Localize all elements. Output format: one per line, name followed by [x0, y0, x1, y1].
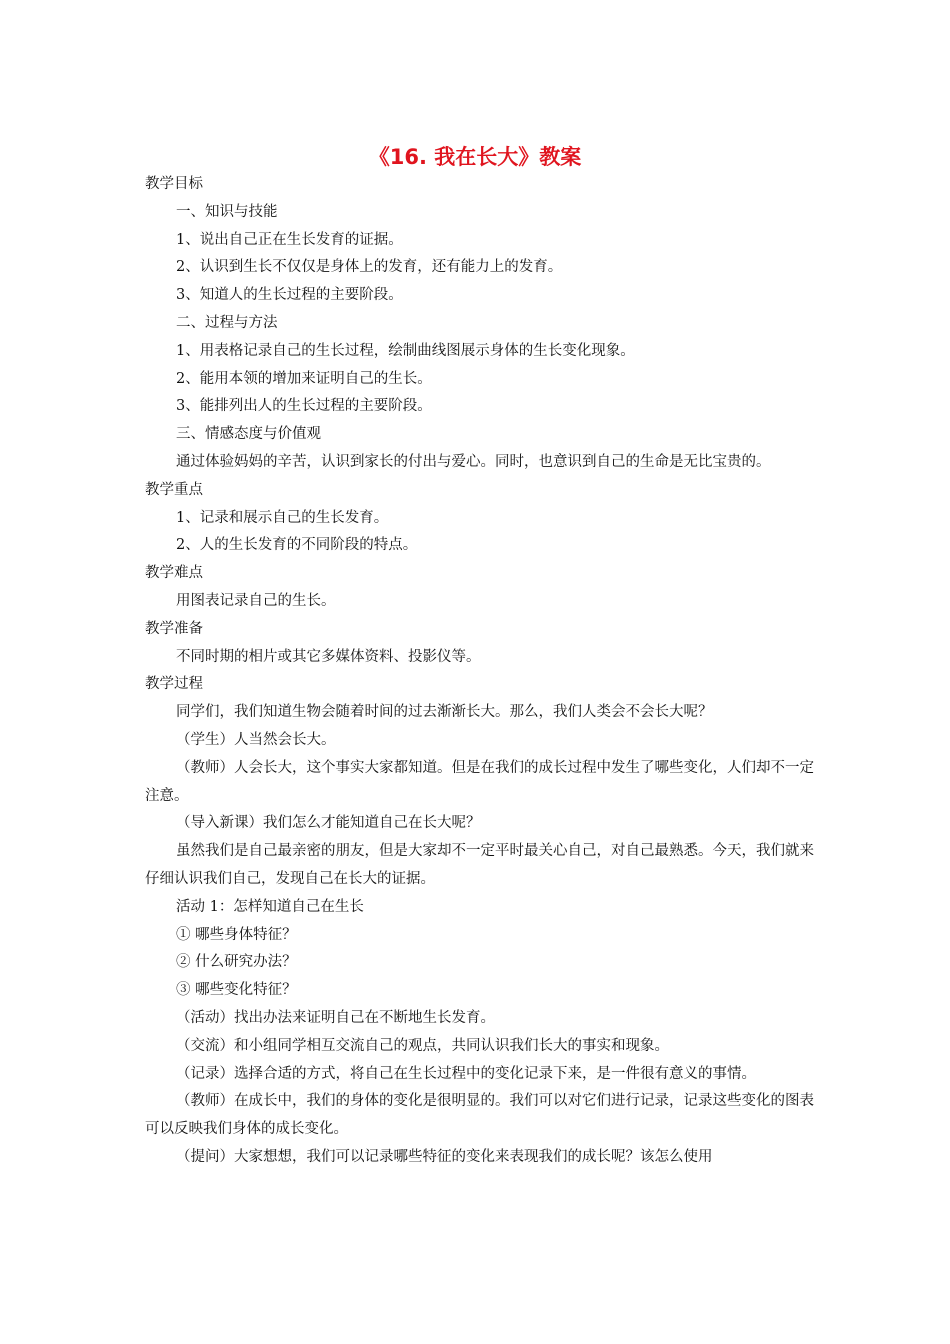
paragraph: （交流）和小组同学相互交流自己的观点，共同认识我们长大的事实和现象。 [176, 1037, 669, 1054]
activity-heading: 活动 1：怎样知道自己在生长 [176, 898, 364, 915]
paragraph: 用图表记录自己的生长。 [176, 592, 336, 609]
section-heading-key-points: 教学重点 [145, 481, 203, 498]
subheading-attitude: 三、情感态度与价值观 [176, 426, 321, 443]
subheading-knowledge: 一、知识与技能 [176, 203, 278, 220]
section-heading-process: 教学过程 [145, 676, 203, 693]
list-item: 3、知道人的生长过程的主要阶段。 [176, 287, 403, 304]
paragraph: （学生）人当然会长大。 [176, 731, 336, 748]
paragraph: （导入新课）我们怎么才能知道自己在长大呢？ [176, 815, 481, 832]
paragraph: 同学们，我们知道生物会随着时间的过去渐渐长大。那么，我们人类会不会长大呢？ [176, 704, 713, 721]
section-heading-preparation: 教学准备 [145, 620, 203, 637]
section-heading-goals: 教学目标 [145, 176, 203, 192]
section-heading-difficulty: 教学难点 [145, 565, 203, 582]
list-item: ① 哪些身体特征？ [176, 926, 297, 943]
document-body [145, 171, 815, 1172]
list-item: 1、说出自己正在生长发育的证据。 [176, 231, 403, 248]
paragraph: （提问）大家想想，我们可以记录哪些特征的变化来表现我们的成长呢？该怎么使用 [176, 1148, 713, 1165]
list-item: 2、能用本领的增加来证明自己的生长。 [176, 370, 432, 387]
paragraph: （教师）人会长大，这个事实大家都知道。但是在我们的成长过程中发生了哪些变化，人们却不一定注意。 [145, 759, 814, 804]
document-title: 《16. 我在长大》教案 [368, 145, 582, 169]
paragraph: （记录）选择合适的方式，将自己在生长过程中的变化记录下来，是一件很有意义的事情。 [176, 1065, 756, 1082]
list-item: 2、认识到生长不仅仅是身体上的发育，还有能力上的发育。 [176, 259, 563, 276]
paragraph: 虽然我们是自己最亲密的朋友，但是大家却不一定平时最关心自己，对自己最熟悉。今天，我们就来仔细认识我们自己，发现自己在长大的证据。 [145, 843, 814, 887]
subheading-process-method: 二、过程与方法 [176, 314, 278, 331]
list-item: 2、人的生长发育的不同阶段的特点。 [176, 537, 418, 554]
list-item: 3、能排列出人的生长过程的主要阶段。 [176, 398, 432, 415]
paragraph: 通过体验妈妈的辛苦，认识到家长的付出与爱心。同时，也意识到自己的生命是无比宝贵的。 [176, 453, 771, 470]
paragraph: （活动）找出办法来证明自己在不断地生长发育。 [176, 1009, 495, 1026]
list-item: ② 什么研究办法？ [176, 954, 297, 971]
paragraph: 不同时期的相片或其它多媒体资料、投影仪等。 [176, 648, 481, 665]
list-item: 1、记录和展示自己的生长发育。 [176, 509, 389, 526]
paragraph: （教师）在成长中，我们的身体的变化是很明显的。我们可以对它们进行记录，记录这些变化的图表可以反映我们身体的成长变化。 [145, 1093, 814, 1138]
list-item: ③ 哪些变化特征？ [176, 982, 297, 999]
list-item: 1、用表格记录自己的生长过程，绘制曲线图展示身体的生长变化现象。 [176, 342, 635, 359]
